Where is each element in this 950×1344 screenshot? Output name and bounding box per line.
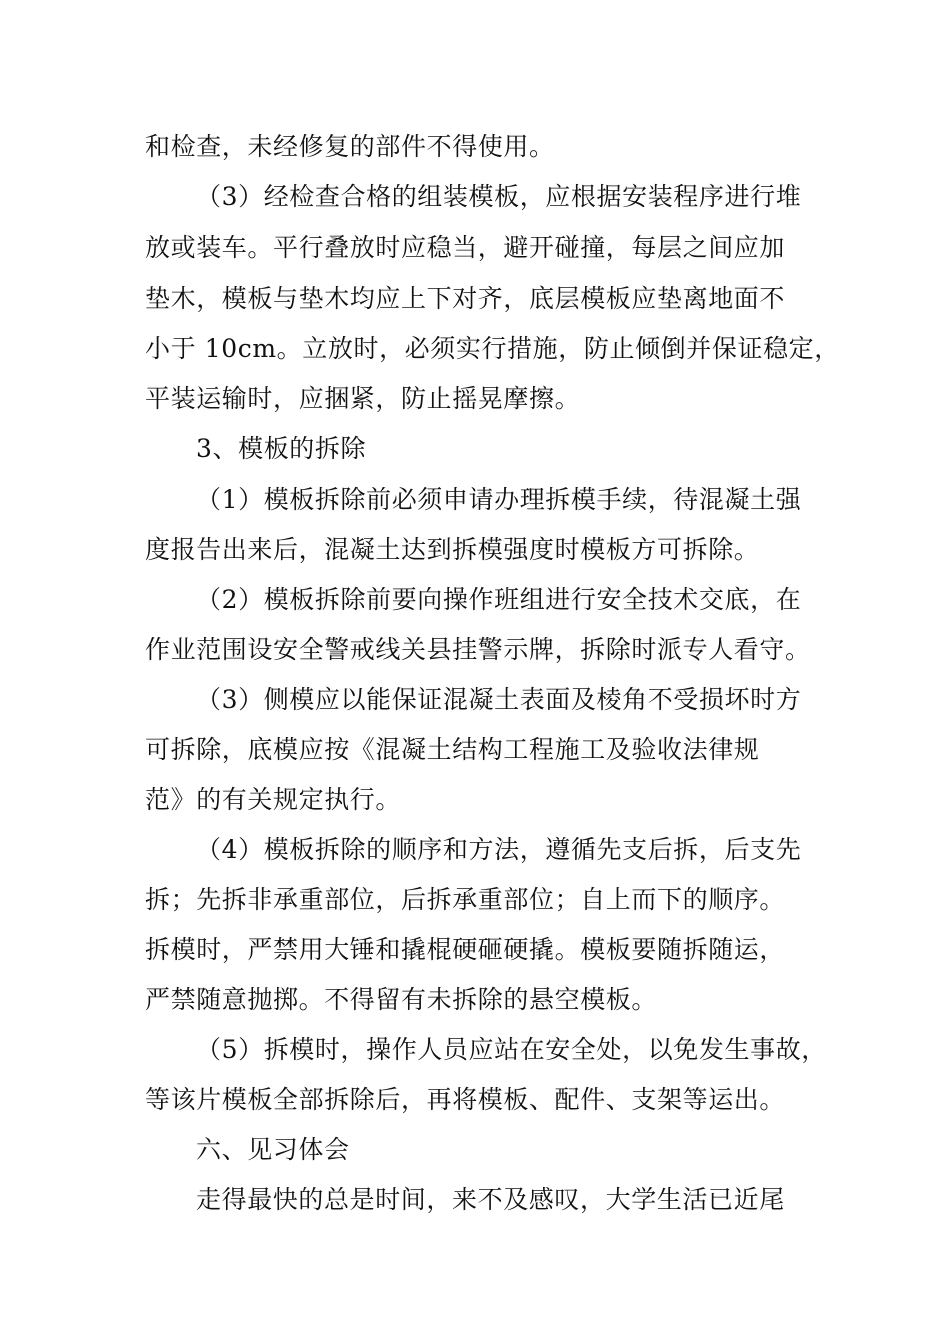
text-line: （3）侧模应以能保证混凝土表面及棱角不受损坏时方	[196, 685, 802, 714]
text-line: 可拆除，底模应按《混凝土结构工程施工及验收法律规	[145, 735, 760, 764]
text-line: 平装运输时，应捆紧，防止摇晃摩擦。	[145, 384, 581, 413]
text-line: 度报告出来后，混凝土达到拆模强度时模板方可拆除。	[145, 535, 760, 564]
text-line: 等该片模板全部拆除后，再将模板、配件、支架等运出。	[145, 1085, 786, 1114]
text-line: 作业范围设安全警戒线关县挂警示牌，拆除时派专人看守。	[145, 635, 811, 664]
text-line: 范》的有关规定执行。	[145, 785, 402, 814]
text-line: （4）模板拆除的顺序和方法，遵循先支后拆，后支先	[196, 835, 802, 864]
text-line: 放或装车。平行叠放时应稳当，避开碰撞，每层之间应加	[145, 233, 786, 262]
text-line: 严禁随意抛掷。不得留有未拆除的悬空模板。	[145, 985, 658, 1014]
text-line: （3）经检查合格的组装模板，应根据安装程序进行堆	[196, 182, 802, 211]
section-heading: 六、见习体会	[196, 1135, 350, 1164]
text-line: 拆模时，严禁用大锤和撬棍硬砸硬撬。模板要随拆随运，	[145, 935, 786, 964]
text-line: 小于 10cm。立放时，必须实行措施，防止倾倒并保证稳定，	[145, 334, 840, 363]
text-line: 和检查，未经修复的部件不得使用。	[145, 132, 555, 161]
section-heading: 3、模板的拆除	[196, 434, 367, 463]
text-line: （2）模板拆除前要向操作班组进行安全技术交底，在	[196, 585, 802, 614]
text-line: 拆；先拆非承重部位，后拆承重部位；自上而下的顺序。	[145, 885, 786, 914]
text-line: （1）模板拆除前必须申请办理拆模手续，待混凝土强	[196, 485, 802, 514]
text-line: （5）拆模时，操作人员应站在安全处，以免发生事故，	[196, 1035, 827, 1064]
text-line: 走得最快的总是时间，来不及感叹，大学生活已近尾	[196, 1185, 785, 1214]
text-line: 垫木，模板与垫木均应上下对齐，底层模板应垫离地面不	[145, 284, 786, 313]
